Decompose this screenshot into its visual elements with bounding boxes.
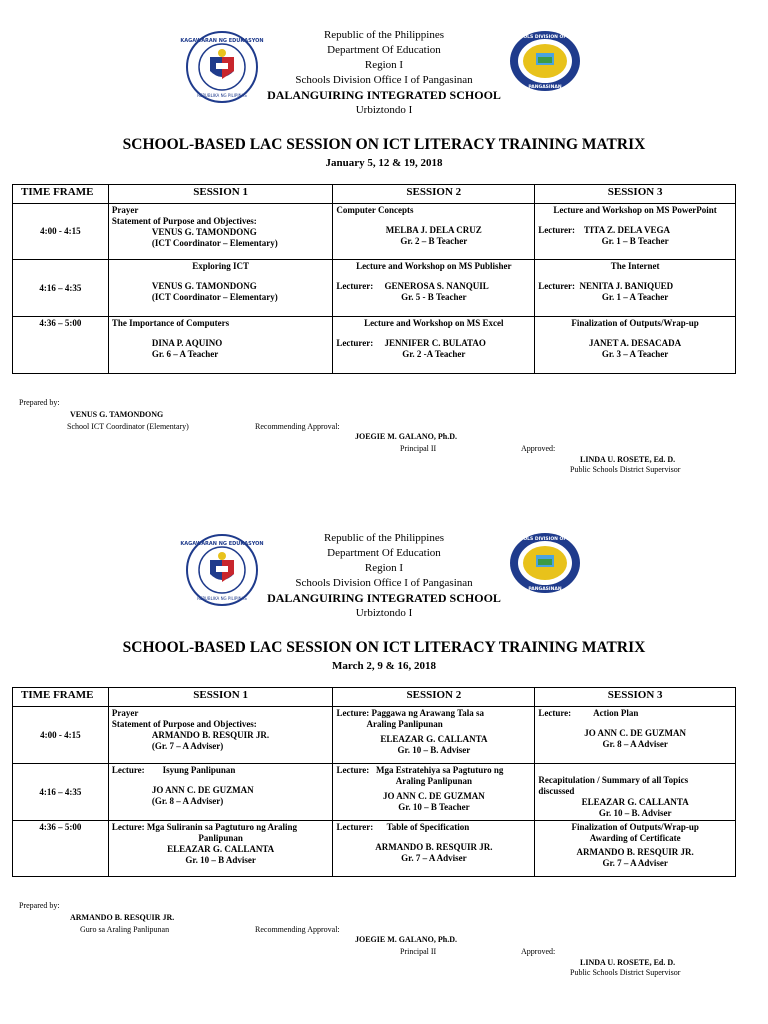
header-division: Schools Division Office I of Pangasinan: [295, 577, 473, 589]
prepared-by-name: VENUS G. TAMONDONG: [70, 410, 164, 419]
session-cell: Recapitulation / Summary of all Topics discussed ELEAZAR G. CALLANTA Gr. 10 – B. Adviser: [535, 764, 736, 821]
prepared-by-title: Guro sa Araling Panlipunan: [80, 925, 170, 934]
svg-text:PANGASINAN: PANGASINAN: [528, 85, 562, 90]
session-cell: Lecture: Paggawa ng Arawang Tala sa Araling Panlipunan ELEAZAR G. CALLANTA Gr. 10 – B. Adviser: [333, 707, 535, 764]
prepared-by-name: ARMANDO B. RESQUIR JR.: [70, 913, 175, 922]
recommending-name: JOEGIE M. GALANO, Ph.D.: [355, 935, 458, 944]
session-cell: Finalization of Outputs/Wrap-up JANET A. DESACADA Gr. 3 – A Teacher: [535, 317, 736, 374]
approved-name: LINDA U. ROSETE, Ed. D.: [580, 455, 676, 464]
table-row: [13, 260, 736, 317]
column-header: TIME FRAME: [13, 185, 109, 204]
prepared-by-label: Prepared by:: [19, 398, 60, 407]
svg-text:PANGASINAN: PANGASINAN: [528, 587, 562, 592]
session-cell: Finalization of Outputs/Wrap-up Awarding of Certificate ARMANDO B. RESQUIR JR. Gr. 7 – A Adviser: [535, 821, 736, 877]
recommending-name: JOEGIE M. GALANO, Ph.D.: [355, 432, 458, 441]
header-division: Schools Division Office I of Pangasinan: [295, 74, 473, 86]
svg-text:REPUBLIKA NG PILIPINAS: REPUBLIKA NG PILIPINAS: [197, 93, 247, 98]
session-cell: Lecture: Mga Estratehiya sa Pagtuturo ng Araling Panlipunan JO ANN C. DE GUZMAN Gr. 10 – B Teacher: [333, 764, 535, 821]
recommending-label: Recommending Approval:: [255, 422, 340, 431]
svg-text:REPUBLIKA NG PILIPINAS: REPUBLIKA NG PILIPINAS: [197, 596, 247, 601]
header-department: Department Of Education: [327, 44, 441, 56]
session-cell: Prayer Statement of Purpose and Objectives: VENUS G. TAMONDONG (ICT Coordinator – Elementary): [108, 204, 333, 260]
training-matrix-table: [12, 687, 736, 877]
approved-label: Approved:: [521, 947, 556, 956]
session-cell: The Internet Lecturer: NENITA J. BANIQUED Gr. 1 – A Teacher: [535, 260, 736, 317]
table-row: [13, 317, 736, 374]
approved-label: Approved:: [521, 444, 556, 453]
table-row: [13, 204, 736, 260]
recommending-title: Principal II: [400, 947, 437, 956]
column-header: SESSION 1: [108, 688, 333, 707]
session-cell: Lecture: Isyung Panlipunan JO ANN C. DE GUZMAN (Gr. 8 – A Adviser): [108, 764, 333, 821]
svg-text:SCHOOLS DIVISION OFFICE I: SCHOOLS DIVISION OFFICE I: [509, 35, 581, 40]
letterhead: [0, 531, 768, 621]
svg-text:KAGAWARAN NG EDUKASYON: KAGAWARAN NG EDUKASYON: [180, 38, 264, 44]
time-cell: 4:16 – 4:35: [13, 260, 109, 317]
session-cell: Lecturer: Table of Specification ARMANDO B. RESQUIR JR. Gr. 7 – A Adviser: [333, 821, 535, 877]
session-cell: Lecture: Mga Suliranin sa Pagtuturo ng Araling Panlipunan ELEAZAR G. CALLANTA Gr. 10 – B Adviser: [108, 821, 333, 877]
recommending-label: Recommending Approval:: [255, 925, 340, 934]
session-cell: Computer Concepts MELBA J. DELA CRUZ Gr. 2 – B Teacher: [333, 204, 535, 260]
session-cell: Lecture: Action Plan JO ANN C. DE GUZMAN Gr. 8 – A Adviser: [535, 707, 736, 764]
matrix-title: SCHOOL-BASED LAC SESSION ON ICT LITERACY TRAINING MATRIX: [122, 639, 646, 656]
matrix-title: SCHOOL-BASED LAC SESSION ON ICT LITERACY TRAINING MATRIX: [122, 136, 646, 153]
time-cell: 4:36 – 5:00: [13, 317, 109, 374]
column-header: TIME FRAME: [13, 688, 109, 707]
header-department: Department Of Education: [327, 547, 441, 559]
table-row: [13, 764, 736, 821]
recommending-title: Principal II: [400, 444, 437, 453]
approved-title: Public Schools District Supervisor: [570, 968, 681, 977]
column-header: SESSION 2: [333, 185, 535, 204]
time-cell: 4:00 - 4:15: [13, 707, 109, 764]
training-matrix-table: [12, 184, 736, 374]
header-school: DALANGUIRING INTEGRATED SCHOOL: [267, 88, 501, 102]
session-cell: Exploring ICT VENUS G. TAMONDONG (ICT Coordinator – Elementary): [108, 260, 333, 317]
letterhead: [0, 28, 768, 118]
approved-title: Public Schools District Supervisor: [570, 465, 681, 474]
matrix-date: January 5, 12 & 19, 2018: [325, 157, 443, 169]
table-row: [13, 821, 736, 877]
header-town: Urbiztondo I: [355, 104, 413, 116]
table-header-row: [13, 688, 736, 707]
column-header: SESSION 3: [535, 185, 736, 204]
svg-text:SCHOOLS DIVISION OFFICE I: SCHOOLS DIVISION OFFICE I: [509, 537, 581, 542]
header-republic: Republic of the Philippines: [323, 532, 445, 544]
header-region: Region I: [364, 59, 404, 71]
session-cell: The Importance of Computers DINA P. AQUINO Gr. 6 – A Teacher: [108, 317, 333, 374]
session-cell: Lecture and Workshop on MS PowerPoint Lecturer: TITA Z. DELA VEGA Gr. 1 – B Teacher: [535, 204, 736, 260]
table-row: [13, 707, 736, 764]
matrix-date: March 2, 9 & 16, 2018: [332, 660, 436, 672]
header-town: Urbiztondo I: [355, 607, 413, 619]
column-header: SESSION 1: [108, 185, 333, 204]
approved-name: LINDA U. ROSETE, Ed. D.: [580, 958, 676, 967]
column-header: SESSION 2: [333, 688, 535, 707]
header-republic: Republic of the Philippines: [323, 29, 445, 41]
svg-text:KAGAWARAN NG EDUKASYON: KAGAWARAN NG EDUKASYON: [180, 541, 264, 547]
column-header: SESSION 3: [535, 688, 736, 707]
prepared-by-title: School ICT Coordinator (Elementary): [67, 422, 189, 431]
prepared-by-label: Prepared by:: [19, 901, 60, 910]
session-cell: Prayer Statement of Purpose and Objectives: ARMANDO B. RESQUIR JR. (Gr. 7 – A Adviser): [108, 707, 333, 764]
table-header-row: [13, 185, 736, 204]
header-school: DALANGUIRING INTEGRATED SCHOOL: [267, 591, 501, 605]
time-cell: 4:36 – 5:00: [13, 821, 109, 877]
time-cell: 4:00 - 4:15: [13, 204, 109, 260]
time-cell: 4:16 – 4:35: [13, 764, 109, 821]
header-region: Region I: [364, 562, 404, 574]
session-cell: Lecture and Workshop on MS Publisher Lecturer: GENEROSA S. NANQUIL Gr. 5 - B Teacher: [333, 260, 535, 317]
session-cell: Lecture and Workshop on MS Excel Lecturer: JENNIFER C. BULATAO Gr. 2 -A Teacher: [333, 317, 535, 374]
